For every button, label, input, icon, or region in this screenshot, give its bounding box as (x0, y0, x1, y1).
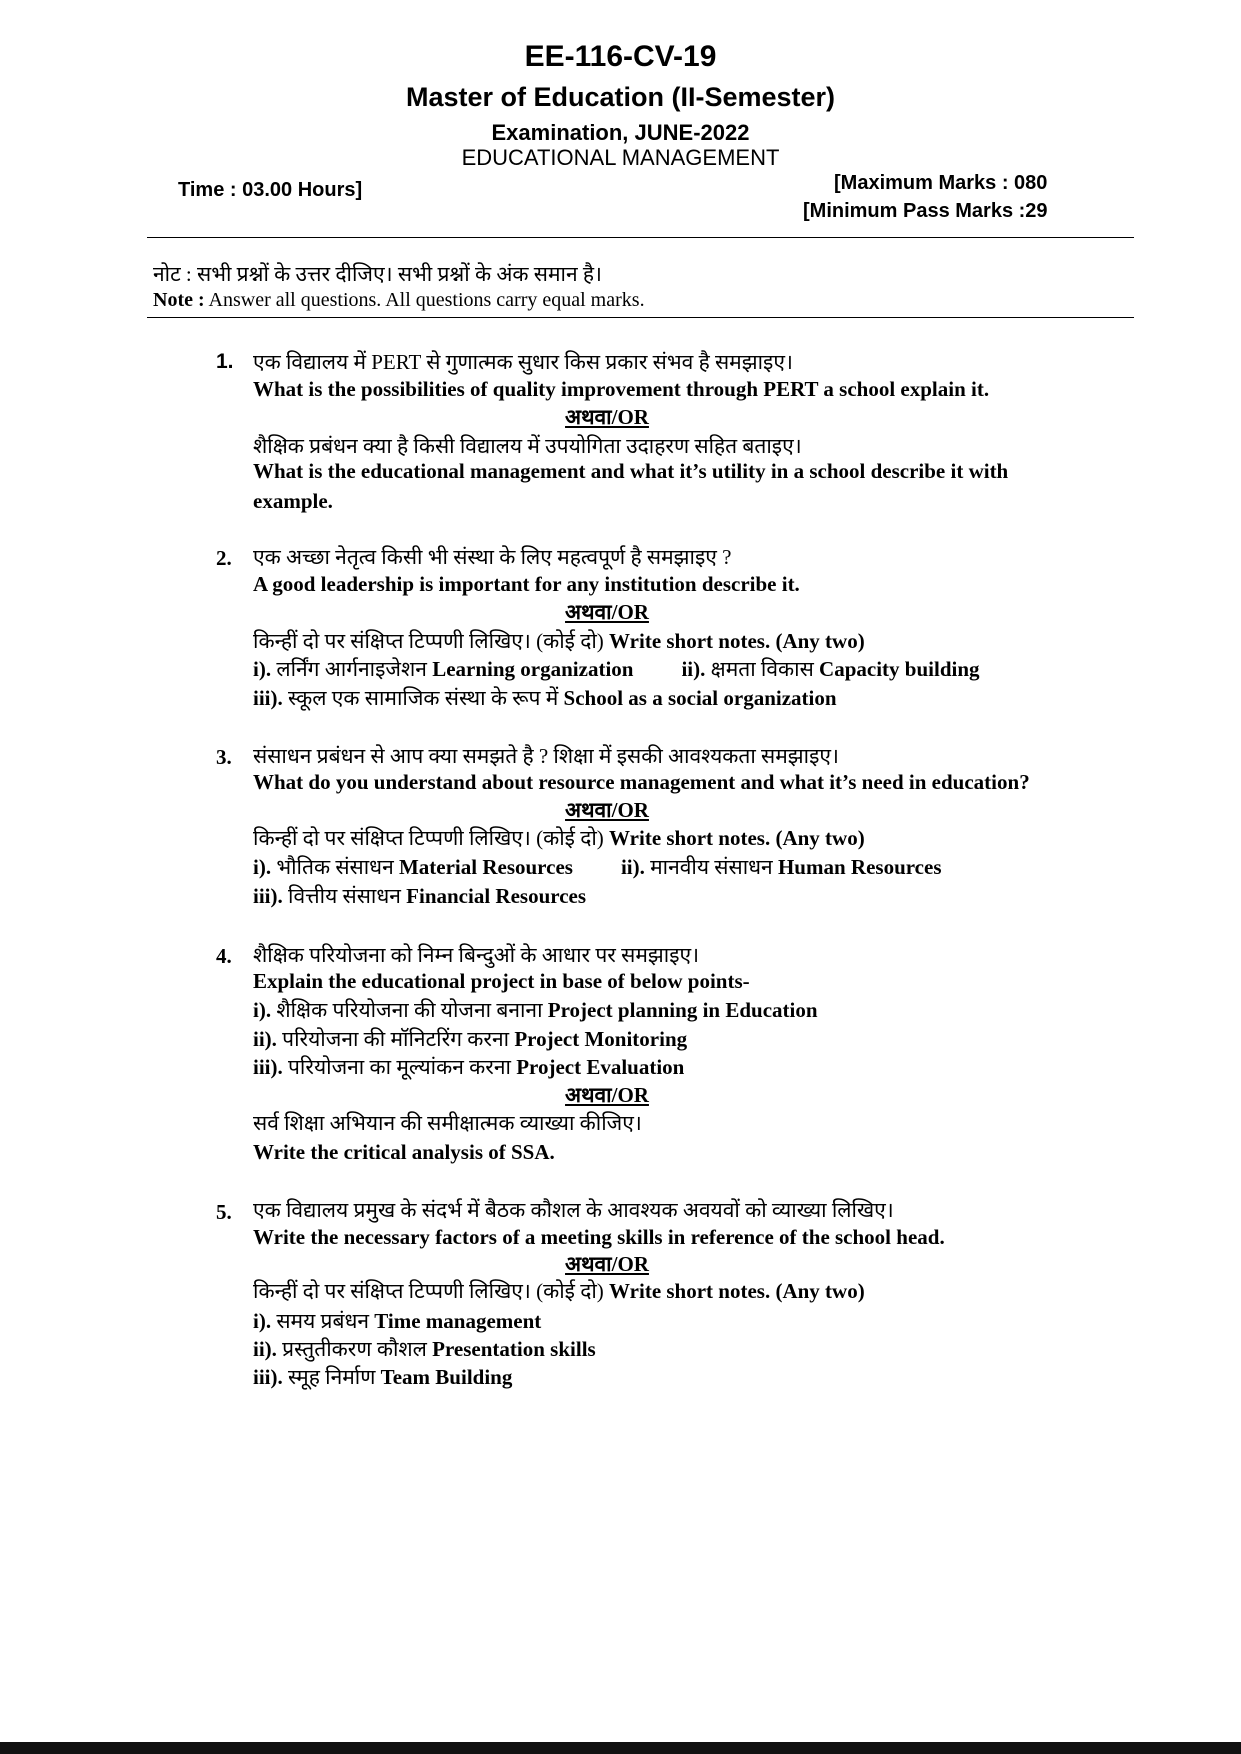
item-english: Capacity building (819, 657, 980, 681)
list-item (253, 655, 980, 683)
question-text-hindi: संसाधन प्रबंधन से आप क्या समझते है ? शिक्षा में इसकी आवश्यकता समझाइए। (253, 744, 839, 768)
note-text: Answer all questions. All questions carry equal marks. (204, 289, 645, 311)
item-number: iii). (253, 1055, 283, 1079)
item-hindi: लर्निंग आर्गनाइजेशन (271, 657, 433, 681)
item-hindi: शैक्षिक परियोजना की योजना बनाना (271, 998, 548, 1022)
item-hindi: क्षमता विकास (705, 657, 820, 681)
question-text-english: A good leadership is important for any institution describe it. (253, 572, 800, 596)
divider-top (147, 237, 1134, 238)
item-english: Project Evaluation (516, 1055, 685, 1079)
list-item (253, 1363, 512, 1391)
item-english: Team Building (380, 1365, 513, 1389)
exam-session: Examination, JUNE-2022 (491, 120, 750, 145)
question-text-english: Write the necessary factors of a meeting skills in reference of the school head. (253, 1225, 945, 1249)
list-item (253, 882, 586, 910)
list-item (253, 1053, 684, 1081)
list-item (253, 853, 942, 881)
or-separator: अथवा/OR (565, 1083, 649, 1107)
or-separator: अथवा/OR (565, 798, 649, 822)
or-separator: अथवा/OR (565, 1252, 649, 1276)
item-number: ii). (253, 1337, 277, 1361)
list-item (253, 1307, 541, 1335)
item-hindi: वित्तीय संसाधन (282, 884, 407, 908)
item-hindi: मानवीय संसाधन (644, 855, 778, 879)
item-number: ii). (253, 1027, 277, 1051)
item-hindi: स्कूल एक सामाजिक संस्था के रूप में (282, 686, 564, 710)
item-english: Learning organization (432, 657, 634, 681)
question-number: 5. (216, 1200, 232, 1224)
item-hindi: परियोजना की मॉनिटरिंग करना (276, 1027, 515, 1051)
item-hindi: परियोजना का मूल्यांकन करना (282, 1055, 517, 1079)
instruction-english: Write short notes. (Any two) (603, 1279, 865, 1303)
maximum-marks: [Maximum Marks : 080 (834, 172, 1048, 194)
question-text-hindi: एक विद्यालय प्रमुख के संदर्भ में बैठक कौशल के आवश्यक अवयवों को व्याख्या लिखिए। (253, 1198, 894, 1222)
item-english: Presentation skills (432, 1337, 596, 1361)
alternate-text-english: What is the educational management and what it’s utility in a school describe it with (253, 459, 1009, 483)
instruction-hindi: किन्हीं दो पर संक्षिप्त टिप्पणी लिखिए। (कोई दो) (253, 1279, 604, 1303)
instruction-hindi: किन्हीं दो पर संक्षिप्त टिप्पणी लिखिए। (कोई दो) (253, 629, 604, 653)
item-english: Project Monitoring (514, 1027, 688, 1051)
alternate-text-english: Write the critical analysis of SSA. (253, 1140, 555, 1164)
item-number: iii). (253, 686, 283, 710)
item-number: ii). (620, 855, 645, 879)
minimum-pass-marks: [Minimum Pass Marks :29 (803, 200, 1048, 222)
instruction-hindi: किन्हीं दो पर संक्षिप्त टिप्पणी लिखिए। (कोई दो) (253, 826, 604, 850)
item-hindi: स्मूह निर्माण (282, 1365, 381, 1389)
short-notes-instruction (253, 1277, 865, 1305)
list-item (253, 996, 818, 1024)
note-hindi: नोट : सभी प्रश्नों के उत्तर दीजिए। सभी प्रश्नों के अंक समान है। (153, 262, 602, 286)
divider-bottom (147, 317, 1134, 318)
subject-title: EDUCATIONAL MANAGEMENT (461, 145, 780, 170)
scan-border (0, 1742, 1241, 1754)
question-text-hindi: एक अच्छा नेतृत्व किसी भी संस्था के लिए महत्वपूर्ण है समझाइए ? (253, 545, 732, 569)
item-english: Time management (374, 1309, 542, 1333)
or-separator: अथवा/OR (565, 405, 649, 429)
question-text-english: What do you understand about resource management and what it’s need in education? (253, 770, 1030, 794)
instruction-english: Write short notes. (Any two) (603, 629, 865, 653)
item-number: ii). (681, 657, 706, 681)
list-item (253, 1025, 687, 1053)
item-number: i). (253, 998, 272, 1022)
item-english: Material Resources (398, 855, 573, 879)
question-text-english: Explain the educational project in base of below points- (253, 969, 750, 993)
alternate-text-english-cont: example. (253, 489, 333, 513)
short-notes-instruction (253, 627, 865, 655)
item-english: School as a social organization (563, 686, 837, 710)
item-english: Human Resources (777, 855, 942, 879)
short-notes-instruction (253, 824, 865, 852)
item-number: i). (253, 855, 272, 879)
alternate-text-hindi: शैक्षिक प्रबंधन क्या है किसी विद्यालय में उपयोगिता उदाहरण सहित बताइए। (253, 434, 802, 458)
item-number: iii). (253, 1365, 283, 1389)
or-separator: अथवा/OR (565, 600, 649, 624)
question-text-hindi: शैक्षिक परियोजना को निम्न बिन्दुओं के आधार पर समझाइए। (253, 943, 700, 967)
item-english: Project planning in Education (547, 998, 818, 1022)
instruction-english: Write short notes. (Any two) (603, 826, 865, 850)
item-number: i). (253, 1309, 272, 1333)
paper-code: EE-116-CV-19 (524, 40, 717, 73)
question-number: 3. (216, 745, 232, 769)
course-title: Master of Education (II-Semester) (405, 82, 836, 112)
note-label: Note : (153, 289, 205, 311)
note-english (153, 289, 645, 312)
question-number: 4. (216, 944, 232, 968)
question-text-hindi: एक विद्यालय में PERT से गुणात्मक सुधार किस प्रकार संभव है समझाइए। (253, 350, 793, 374)
question-number: 2. (216, 546, 232, 570)
question-text-english: What is the possibilities of quality improvement through PERT a school explain it. (253, 377, 990, 401)
item-number: iii). (253, 884, 283, 908)
item-english: Financial Resources (406, 884, 587, 908)
alternate-text-hindi: सर्व शिक्षा अभियान की समीक्षात्मक व्याख्या कीजिए। (253, 1111, 642, 1135)
question-number: 1. (216, 350, 234, 373)
exam-time: Time : 03.00 Hours] (178, 179, 363, 201)
item-hindi: भौतिक संसाधन (271, 855, 399, 879)
list-item (253, 684, 837, 712)
list-item (253, 1335, 596, 1363)
item-hindi: समय प्रबंधन (271, 1309, 375, 1333)
item-hindi: प्रस्तुतीकरण कौशल (276, 1337, 433, 1361)
item-number: i). (253, 657, 272, 681)
